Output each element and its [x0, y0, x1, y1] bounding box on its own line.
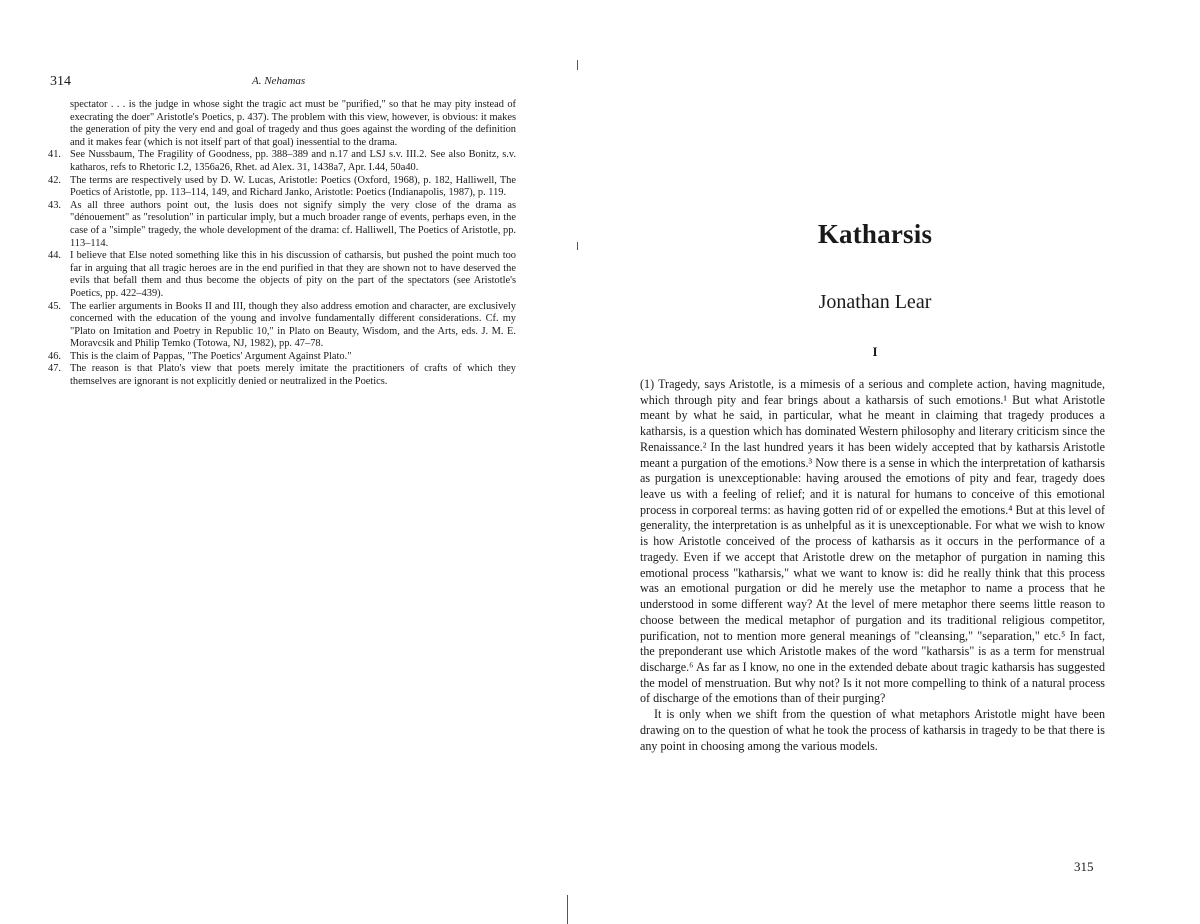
endnote-number: 43. — [48, 199, 61, 211]
endnote — [48, 250, 516, 300]
running-head-author: A. Nehamas — [252, 75, 306, 87]
endnote-text: I believe that Else noted something like this in his discussion of catharsis, but pushed the point much too far in arguing that all tragic heroes are in the end purified in that they are shown not to have deserved the evils that befall them and thus become the objects of pity on the part of the spectators (see Aristotle's Poetics, pp. 422–439). — [70, 250, 516, 299]
body-paragraph: (1) Tragedy, says Aristotle, is a mimesis of a serious and complete action, having magnitude, which through pity and fear brings about a katharsis of such emotions.¹ But what Aristotle meant by what he said, in particular, what he meant in claiming that tragedy produces a katharsis, is a question which has dominated Western philosophy and literary criticism since the Renaissance.² In the last hundred years it has been widely accepted that by katharsis Aristotle meant a purgation of the emotions.³ Now there is a sense in which the interpretation of katharsis as purgation is unexceptionable: having aroused the emotions of pity and fear, tragedy does leave us with a feeling of relief; and it is natural for humans to conceive of this emotional process in corporeal terms: as having gotten rid of or expelled the emotions.⁴ But at this level of generality, the interpretation is as unhelpful as it is unexceptionable. For what we wish to know is how Aristotle conceived of the process of katharsis as it occurs in the performance of a tragedy. Even if we accept that Aristotle drew on the metaphor of purgation in naming this emotional process "katharsis," what we want to know is: did he really think that this process was an emotional purgation or did he merely use the metaphor to name a process that he understood in some different way? At the level of mere metaphor there seems little reason to choose between the medical metaphor of purgation and its traditional religious competitor, purification, not to mention more general meanings of "cleansing," "separation," etc.⁵ In fact, the preponderant use which Aristotle makes of the word "katharsis" is as a term for menstrual discharge.⁶ As far as I know, no one in the extended debate about tragic katharsis has suggested the model of menstruation. But why not? Is it not more compelling to think of a natural process of discharge of the emotions than of their purging? — [640, 377, 1105, 706]
endnote-number: 42. — [48, 174, 61, 186]
gutter-tick — [577, 242, 578, 250]
endnote-number: 46. — [48, 350, 61, 362]
endnote-number: 47. — [48, 363, 61, 375]
gutter-tick — [577, 60, 578, 70]
page-number-right: 315 — [1074, 859, 1094, 874]
endnote-text: See Nussbaum, The Fragility of Goodness, pp. 388–389 and n.17 and LSJ s.v. III.2. See also Bonitz, s.v. katharos, refs to Rhetoric I.2, 1356a26, Rhet. ad Alex. 31, 1438a7, Apr. I.44, 50a40. — [70, 149, 516, 173]
chapter-title: Katharsis — [817, 219, 933, 249]
body-text — [640, 377, 1105, 754]
endnote-number: 41. — [48, 149, 61, 161]
endnote — [48, 175, 516, 200]
gutter-tick — [567, 895, 568, 924]
right-page — [580, 0, 1200, 924]
page-number-left: 314 — [50, 74, 71, 89]
endnote-text: As all three authors point out, the lusis does not signify simply the very close of the drama as "dénouement" as "resolution" in particular imply, but a much broader range of events, perhaps even, in the case of a "simple" tragedy, the whole development of the drama: cf. Halliwell, The Poetics of Aristotle, pp. 113–114. — [70, 199, 516, 249]
endnote — [48, 301, 516, 351]
endnote — [48, 200, 516, 250]
endnote-text: The earlier arguments in Books II and III, though they also address emotion and character, are exclusively concerned with the education of the young and involve fundamentally different considerations. Cf. my "Plato on Imitation and Poetry in Republic 10," in Plato on Beauty, Wisdom, and the Arts, eds. J. M. E. Moravcsik and Philip Temko (Totowa, NJ, 1982), pp. 47–78. — [70, 300, 516, 350]
endnote-text: The reason is that Plato's view that poets merely imitate the practitioners of crafts of which they themselves are ignorant is not explicitly denied or neutralized in the Poetics. — [70, 363, 516, 388]
running-head — [50, 74, 520, 92]
endnote — [48, 363, 516, 388]
left-page — [0, 0, 580, 924]
endnote-text: This is the claim of Pappas, "The Poetics' Argument Against Plato." — [70, 350, 352, 362]
endnote-continued: spectator . . . is the judge in whose sight the tragic act must be "purified," so that he may pity instead of execrating the doer" Aristotle's Poetics, p. 437). The problem with this view, however, is obvious: it makes the generation of pity the very end and goal of tragedy and thus goes against the wording of the definition and it makes fear (which is not itself part of that goal) inessential to the drama. — [70, 99, 516, 148]
endnote — [48, 149, 516, 174]
endnote — [48, 351, 516, 364]
chapter-author: Jonathan Lear — [818, 291, 932, 313]
endnote-text: The terms are respectively used by D. W. Lucas, Aristotle: Poetics (Oxford, 1968), p. 182, Halliwell, The Poetics of Aristotle, pp. 113–114, 149, and Richard Janko, Aristotle: Poetics (Indianapolis, 1987), p. 119. — [70, 174, 516, 199]
endnote-number: 45. — [48, 300, 61, 312]
section-number: I — [872, 344, 878, 359]
endnotes — [48, 99, 516, 389]
endnote-number: 44. — [48, 250, 61, 262]
body-paragraph: It is only when we shift from the question of what metaphors Aristotle might have been drawing on to the question of what he took the process of katharsis in tragedy to be that there is any point in choosing among the various models. — [640, 707, 1105, 753]
